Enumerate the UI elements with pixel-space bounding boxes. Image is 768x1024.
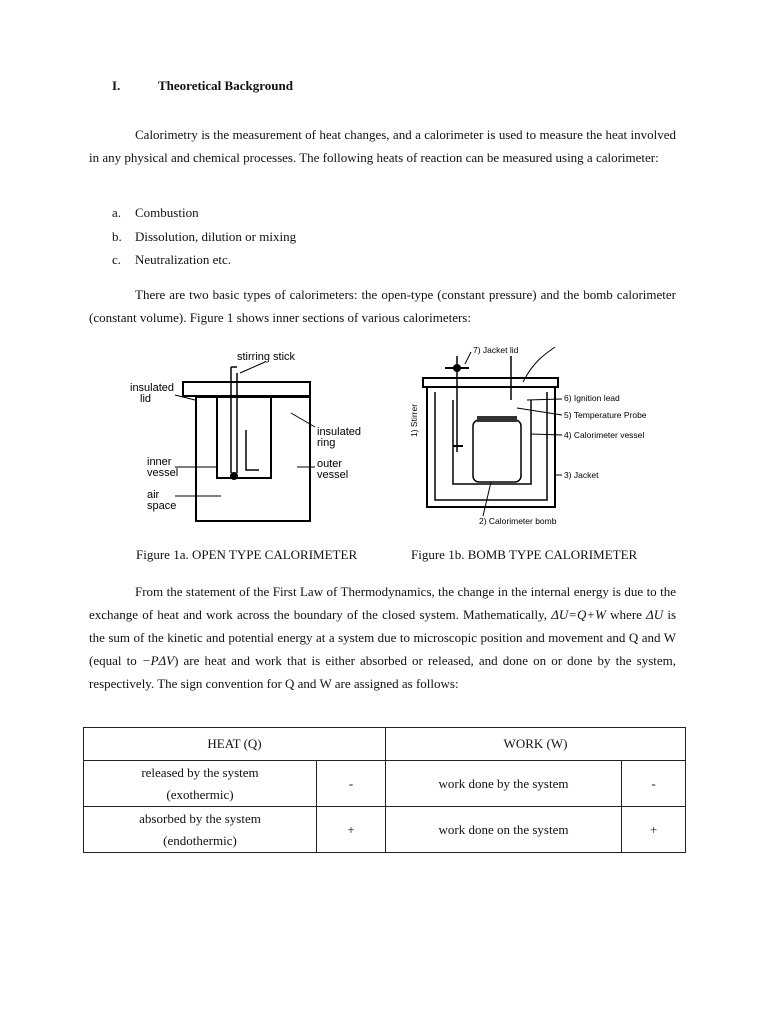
svg-text:insulated: insulated <box>317 426 362 438</box>
bomb-calorimeter-diagram <box>405 342 655 530</box>
list-item: a. Combustion <box>112 205 199 220</box>
section-title: Theoretical Background <box>158 78 293 93</box>
table-row: absorbed by the system (endothermic) + work done on the system + <box>84 807 686 853</box>
equation-energy: ΔU=Q+W <box>551 607 606 622</box>
open-calorimeter-diagram <box>125 345 365 525</box>
calorimeter-bomb <box>473 420 521 482</box>
section-heading <box>112 78 293 94</box>
list-item: b. Dissolution, dilution or mixing <box>112 228 297 244</box>
svg-text:air: air <box>147 489 160 501</box>
list-item: c. Neutralization etc. <box>112 252 232 267</box>
calorimeter-vessel <box>453 400 531 484</box>
svg-text:lid: lid <box>140 393 152 405</box>
jacket-lid <box>423 378 558 387</box>
intro-text: Calorimetry is the measurement of heat changes, and a calorimeter is used to measure the heat involved in any physical and chemical processes. The following heats of reaction can be measured using a calorimeter: <box>89 127 676 165</box>
sign-convention-table <box>83 727 686 853</box>
svg-text:outer: outer <box>317 458 343 470</box>
jacket <box>427 387 555 507</box>
svg-text:6) Ignition lead: 6) Ignition lead <box>564 393 620 403</box>
insulated-lid <box>183 382 310 396</box>
types-paragraph <box>89 283 676 329</box>
svg-text:5) Temperature Probe: 5) Temperature Probe <box>564 410 647 420</box>
svg-text:vessel: vessel <box>317 469 349 481</box>
svg-text:inner: inner <box>147 456 172 468</box>
svg-text:vessel: vessel <box>147 467 179 479</box>
section-number: I. <box>112 78 121 93</box>
label-stirring-stick: stirring stick <box>237 351 296 363</box>
table-header-row <box>84 728 686 761</box>
svg-text:1) Stirrer: 1) Stirrer <box>409 403 419 437</box>
svg-text:3) Jacket: 3) Jacket <box>564 470 599 480</box>
figure-1a-caption: Figure 1a. OPEN TYPE CALORIMETER <box>136 547 358 562</box>
svg-text:ring: ring <box>317 437 336 449</box>
header-work: WORK (W) <box>386 728 686 761</box>
svg-text:4) Calorimeter vessel: 4) Calorimeter vessel <box>564 430 645 440</box>
outer-vessel <box>196 397 310 521</box>
types-text: There are two basic types of calorimeters: the open-type (constant pressure) and the bomb calorimeter (constant volume). Figure 1 shows inner sections of various calorimeters: <box>89 287 676 325</box>
svg-text:7) Jacket lid: 7) Jacket lid <box>473 345 519 355</box>
reaction-list <box>112 201 296 272</box>
svg-text:insulated: insulated <box>130 382 175 394</box>
figure-1b-caption: Figure 1b. BOMB TYPE CALORIMETER <box>411 547 638 562</box>
inner-vessel <box>217 397 271 478</box>
intro-paragraph <box>89 123 676 169</box>
header-heat: HEAT (Q) <box>84 728 386 761</box>
svg-text:2) Calorimeter bomb: 2) Calorimeter bomb <box>479 516 557 526</box>
svg-text:space: space <box>147 500 177 512</box>
law-paragraph: From the statement of the First Law of Thermodynamics, the change in the internal energy is due to the exchange of heat and work across the boundary of the closed system. Mathematically, ΔU=Q+W where ΔU is the sum of the kinetic and potential energy at a system due to microscopic position and movement and Q and W (equal to −PΔV) are heat and work that is either absorbed or released, and done on or done by the system, respectively. The sign convention for Q and W are assigned as follows: <box>89 584 677 691</box>
table-row: released by the system (exothermic) - work done by the system - <box>84 761 686 807</box>
